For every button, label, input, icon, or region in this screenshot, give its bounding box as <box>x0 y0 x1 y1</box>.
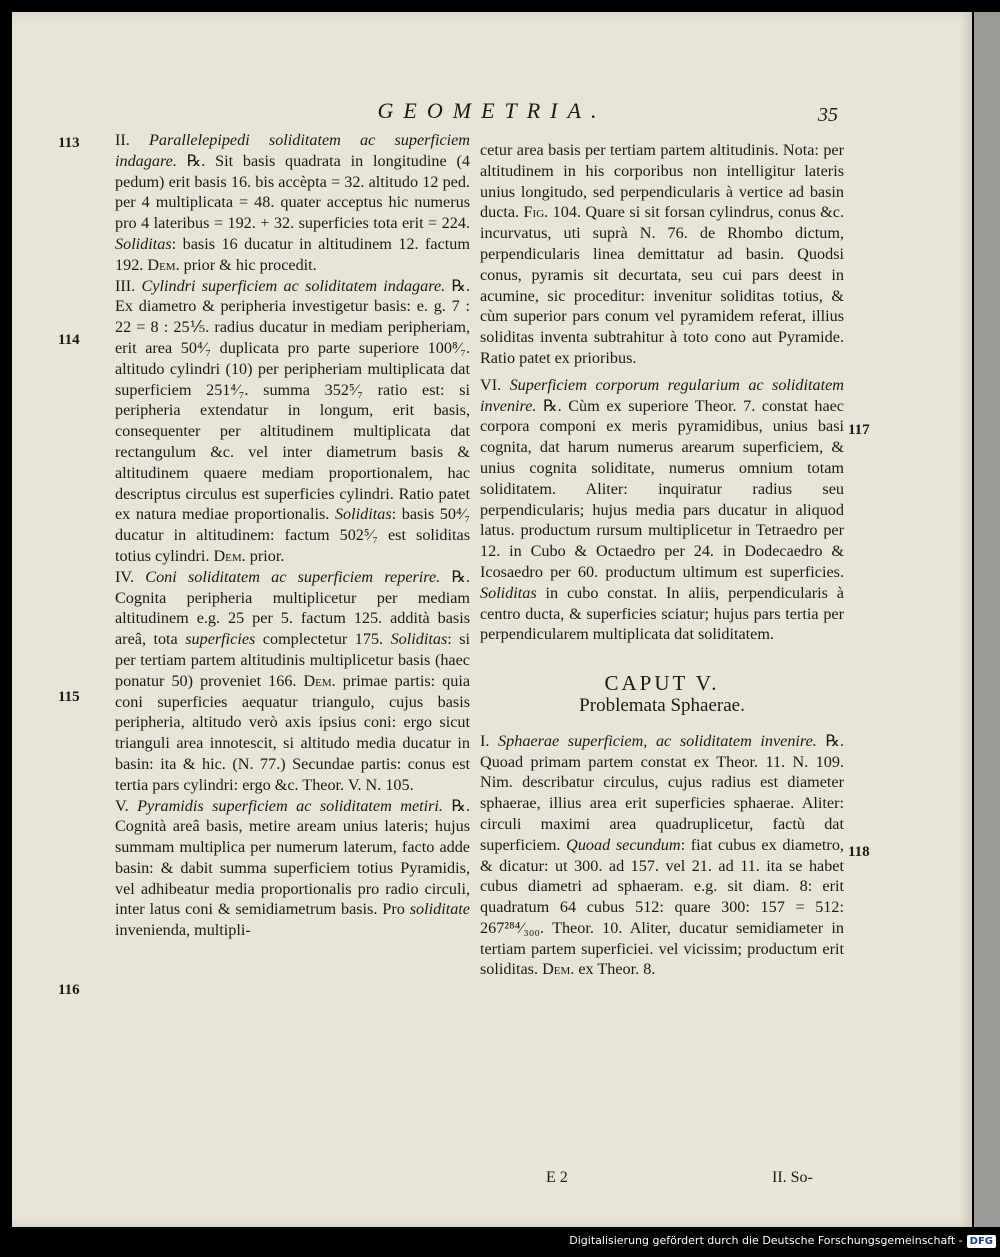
margin-number-114: 114 <box>58 332 80 348</box>
signature-mark: E 2 <box>546 1169 568 1186</box>
margin-number-116: 116 <box>58 982 80 998</box>
book-page <box>12 12 972 1227</box>
paragraph-pyramid-continued: cetur area basis per tertiam partem altitudinis. Nota: per altitudinem in his corporibus non intelligitur lateris unius longitudo, sed perpendicularis à vertice ad basin ducta. Fig. 104. Quare si sit forsan cylindrus, conus &c. incurvatus, uti suprà N. 76. de Rhombo dictum, perpendicularis linea demittatur ad basin. Quodsi conus, pyramis sit decurtata, seu cui pars deest in acumine, sic proceditur: invenitur soliditas totius, & cùm superior pars conum vel pyramidem referat, illius soliditas inventa subtrahitur à toto cono aut Pyramide. Ratio patet ex prioribus. <box>480 141 845 367</box>
footer-text: Digitalisierung gefördert durch die Deutsche Forschungsgemeinschaft - <box>569 1234 963 1247</box>
paragraph-regular-bodies: VI. Superficiem corporum regularium ac soliditatem invenire. ℞. Cùm ex superiore Theor. 7. constat haec corpora componi ex meris pyramidibus, unius basi cognita, dat harum numerus arearum superficiem, & unius cognita soliditate, numerus omnium totam soliditatem. Aliter: inquiratur radius seu perpendicularis; hujus media pars ducatur in aliquod latus. productum rursum multiplicetur in Tetraedro per 12. in Cubo & Octaedro per 24. in Dodecaedro & Icosaedro per 60. productum ultimum est superficies. Soliditas in cubo constat. In aliis, perpendicularis à centro ducta, & superficies sciatur; hujus pars tertia per perpendicularem multiplicata dat soliditatem. <box>480 375 844 644</box>
dfg-logo: DFG <box>967 1235 996 1248</box>
page-number: 35 <box>818 104 838 126</box>
catchword: II. So- <box>772 1169 813 1186</box>
paragraph-pyramid: V. Pyramidis superficiem ac soliditatem metiri. ℞. Cognità areâ basis, metire aream unius lateris; hujus summam multiplica per numerum laterum, facto adde basin: & dabit summa superficiem totius Pyramidis, vel adhibeatur media proportionalis pro radio circuli, inter latus coni & semidiametrum basis. Pro soliditate invenienda, multipli- <box>115 796 471 940</box>
left-column <box>115 130 470 941</box>
margin-number-118: 118 <box>848 844 870 860</box>
right-column <box>480 140 844 980</box>
margin-number-113: 113 <box>58 135 80 151</box>
paragraph-parallelepiped: II. Parallelepipedi soliditatem ac superficiem indagare. ℞. Sit basis quadrata in longitudine (4 pedum) erit basis 16. bis accèpta = 32. altitudo 12 ped. per 4 multiplicata = 48. quater acceptus hic numerus pro 4 lateribus = 192. + 32. superficies tota erit = 224. Soliditas: basis 16 ducatur in altitudinem 12. factum 192. Dem. prior & hic procedit. <box>115 131 470 274</box>
paragraph-cone: IV. Coni soliditatem ac superficiem reperire. ℞. Cognita peripheria multiplicetur per mediam altitudinem e.g. 25 per 5. factum 125. addità basis areâ, tota superficies complectetur 175. Soliditas: si per tertiam partem altitudinis multiplicetur basis (haec ponatur 50) proveniet 166. Dem. primae partis: quia coni superficies aequatur triangulo, cujus basis peripheria, altitudo verò axis ipsius coni: ergo sicut trianguli area innotescit, si altitudo media ducatur in basin: ita & hic. (N. 77.) Secundae partis: conus est tertia pars cylindri: ergo &c. Theor. V. N. 105. <box>115 567 471 794</box>
chapter-heading: CAPUT V. <box>604 671 720 696</box>
paragraph-cylinder: III. Cylindri superficiem ac soliditatem indagare. ℞. Ex diametro & peripheria investigetur basis: e. g. 7 : 22 = 8 : 25⅕. radius ducatur in mediam peripheriam, erit area 50⁴⁄₇ duplicata pro parte superiore 100⁸⁄₇. altitudo cylindri (10) per peripheriam multiplicata dat superficiem 251⁴⁄₇. summa 352⁵⁄₇ ratio est: si peripheria extendatur in longum, erit basis, consequenter per altitudinem multiplicata dat rectangulum &c. vel inter diametrum basis & altitudinem quaere mediam proportionalem, hac descriptus circulus est superficies cylindri. Ratio patet ex natura mediae proportionalis. Soliditas: basis 50⁴⁄₇ ducatur in altitudinem: factum 502⁵⁄₇ est soliditas totius cylindri. Dem. prior. <box>115 276 471 565</box>
chapter-title: Problemata Sphaerae. <box>579 694 745 716</box>
footer-credit <box>569 1234 996 1248</box>
margin-number-115: 115 <box>58 689 80 705</box>
running-head: GEOMETRIA. <box>377 98 607 123</box>
paragraph-sphere: I. Sphaerae superficiem, ac soliditatem invenire. ℞. Quoad primam partem constat ex Theor. 11. N. 109. Nim. describatur circulus, cujus radius est diameter sphaerae, illius area erit superficies sphaerae. Aliter: circuli maximi area quadruplicetur, factù dat superficiem. Quoad secundum: fiat cubus ex diametro, & dicatur: ut 300. ad 157. vel 21. ad 11. ita se habet cubus diametri ad sphaeram. e.g. sit diam. 8: erit quadratum 64 cubus 512: quare 300: 157 = 512: 267²⁸⁴⁄₃₀₀. Theor. 10. Aliter, ducatur semidiameter in tertiam partem superficiei. vel vicissim; productum erit soliditas. Dem. ex Theor. 8. <box>480 731 844 979</box>
page-edge <box>974 12 1000 1227</box>
margin-number-117: 117 <box>848 422 870 438</box>
